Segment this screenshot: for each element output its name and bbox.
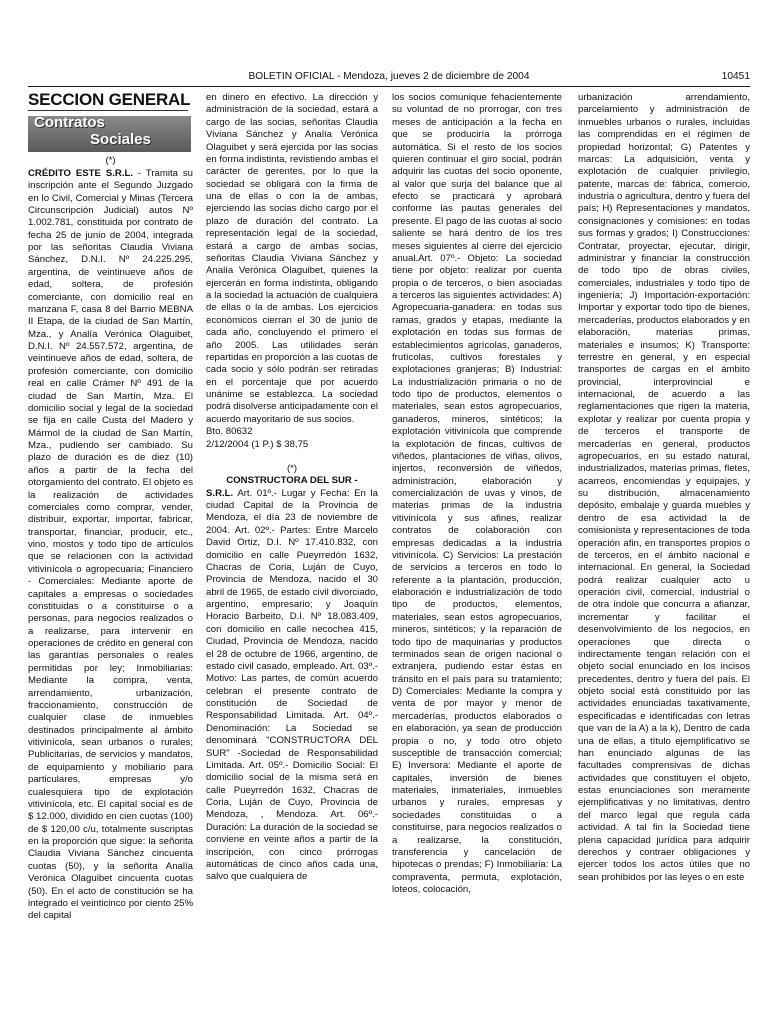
banner-line-2: Sociales [90,131,151,149]
notice-mark-2: (*) [286,462,298,474]
company-name: CRÉDITO ESTE S.R.L. [28,167,134,179]
page-number: 10451 [721,71,750,82]
column-2 [206,92,378,884]
column-1 [28,92,193,923]
column-3 [392,92,562,896]
header-rule [28,86,750,87]
boleto-number: Bto. 80632 [206,426,253,438]
company-name-2: CONSTRUCTORA DEL SUR - [226,475,358,487]
notice-text-4: urbanización arrendamiento, parcelamiento y administración de inmuebles urbanos o rurales, incluidas las comprendidas en el régimen de propiedad horizontal; G) Patentes y marcas: La adquisición, venta y explotación de cualquier privilegio, patente, marcas de: fábrica, comercio, industria o agricultura, dentro y fuera del país; H) Representaciones y mandatos, consignaciones y comisiones: en todas sus formas y grados; I) Construcciones: Contratar, proyectar, ejecutar, dirigir, administrar y financiar la construcción de todo tipo de obras civiles, comerciales, industriales y todo tipo de ingeniería; J) Importación-exportación: Importar y exportar todo tipo de bienes, mercaderías, productos elaborados y en elaboración, materias primas, materiales e insumos; K) Transporte: terrestre en general, y en especial transportes de cargas en el ámbito provincial, interprovincial e internacional, de acuerdo a las reglamentaciones que rigen la materia, explotar y realizar por cuenta propia y de terceros el transporte de mercaderías en general, productos agropecuarios, en su estado natural, industrializados, materias primas, fletes, acarreos, encomiendas y equipajes, y su distribución, almacenamiento depósito, embalaje y guarda muebles y dentro de esa actividad la de comisionista y representaciones de toda operación afin, en transportes propios o de terceros, en el ámbito nacional e internacional. En general, la Sociedad podrá realizar cualquier acto u operación civil, comercial, industrial o de otra índole que concurra a afianzar, incrementar y facilitar el desenvolvimiento de los negocios, en operaciones que directa o indirectamente tengan relación con el objeto social enunciado en los incisos precedentes, dentro y fuera del país. El objeto social está constituido por las actividades enunciadas taxativamente, especificadas e identificadas con letras que van de la A) a la k), Dentro de cada una de ellas, a título ejemplificativo se han enunciado algunas de las facultades comprensivas de dichas actividades que constituyen el objeto, estas enunciaciones son meramente ejemplificativas y no limitativas, dentro del marco legal que regula cada actividad. A tal fin la Sociedad tiene plena capacidad jurídica para adquirir derechos y contraer obligaciones y ejercer todos los actos útiles que no sean prohibidos por las leyes o en este [578,92,750,883]
section-rule [28,110,188,111]
company-type: S.R.L. [206,487,234,499]
notice-text-2: Art. 01º.- Lugar y Fecha: En la ciudad Capital de la Provincia de Mendoza, el día 23 de noviembre de 2004. Art. 02º.- Partes: Entre Marcelo David Ortiz, D.I. Nº 17.410.832, con domicilio en calle Pueyrredón 1632, Chacras de Coria, Luján de Cuyo, Provincia de Mendoza, nacido el 30 abril de 1965, de estado civil divorciado, argentino, empresario; y Joaquín Horacio Barbeito, D.I. Nº 18.083.409, con domicilio en calle necochea 415, Ciudad, Provincia de Mendoza, nacido el 28 de octubre de 1966, argentino, de estado civil casado, empleado. Art. 03º.- Motivo: Las partes, de común acuerdo celebran el presente contrato de constitución de Sociedad de Responsabilidad Limitada. Art. 04º.- Denominación: La Sociedad se denominará "CONSTRUCTORA DEL SUR" -Sociedad de Responsabilidad Limitada. Art. 05º.- Domicilio Social: El domicilio social de la misma será en calle Pueyrredón 1632, Chacras de Coria, Luján de Cuyo, Provincia de Mendoza, , Mendoza. Art. 06º.- Duración: La duración de la sociedad se conviene en veinte años a partir de la inscripción, con cinco prórrogas automáticas de cinco años cada una, salvo que cualquiera de [206,487,378,883]
notice-mark: (*) [105,155,116,167]
section-title: SECCION GENERAL [28,90,191,109]
running-title: BOLETIN OFICIAL - Mendoza, jueves 2 de diciembre de 2004 [248,71,530,82]
notice-text: - Tramita su inscripción ante el Segundo Juzgado en lo Civil, Comercial y Minas (Tercera Circunscripción Judicial) autos Nº 1.002.781, constituida por contrato de fecha 25 de junio de 2004, integrada por las señoritas Claudia Viviana Sánchez, D.N.I. Nº 24.225.295, argentina, de veintinueve años de edad, soltera, de profesión comerciante, con domicilio real en manzana F, casa 8 del Barrio MEBNA II Etapa, de la ciudad de San Martín, Mza., y Analía Verónica Olaguibet, D.N.I. Nº 24.557.572, argentina, de veintinueve años de edad, soltera, de profesión comerciante, con domicilio real en calle Crámer Nº 491 de la ciudad de San Martín, Mza. El domicilio social y legal de la sociedad se fija en calle Custa del Madero y Mármol de la ciudad de San Martín, Mza., pudiendo ser cambiado. Su plazo de duración es de diez (10) años a partir de la fecha del otorgamiento del contrato. El objeto es la realización de actividades comerciales como comprar, vender, distribuir, exportar, importar, fabricar, transportar, financiar, producir, etc., vino, mostos y todo tipo de artículos que se relacionen con la actividad vitivinícola o agropecuaria; Financiero - Comerciales: Mediante aporte de capitales a empresas o sociedades constituidas o a constituirse o a personas, para negocios realizados o a realizarse, para intervenir en operaciones de crédito en general con las garantías personales o reales permitidas por ley; Inmobiliarias: Mediante la compra, venta, arrendamiento, urbanización, fraccionamiento, construcción de cualquier clase de inmuebles destinados principalmente al ámbito vitivinícola, sean urbanos o rurales; Publicitarias, de servicios y mandatos, de equipamiento y mobiliario para particulares, empresas y/o cualesquiera tipo de explotación vitivinícola, etc. El capital social es de $ 12.000, dividido en cien cuotas (100) de $ 120,00 c/u, totalmente suscriptas en la proporción que sigue: la señorita Claudia Viviana Sánchez cincuenta cuotas (50), y la señorita Analía Verónica Olaguibet cincuenta cuotas (50). En el acto de constitución se ha integrado el veinticinco por ciento 25% del capital [28,167,193,922]
notice-text-continued: en dinero en efectivo. La dirección y administración de la sociedad, estará a cargo de las socias, señoritas Claudia Viviana Sánchez y Analía Verónica Olaguibet y será ejercida por las socias en forma indistinta, revistiendo ambas el carácter de gerentes, por lo que la sociedad se obligará con la firma de una de ellas o con la de ambas, ejerciendo las socias dicho cargo por el plazo de duración del contrato. La representación legal de la sociedad, estará a cargo de ambas socias, señoritas Claudia Viviana Sánchez y Analía Verónica Olaguibet, quienes la ejercerán en forma indistinta, obligando a la sociedad la actuación de cualquiera de ellas o la de ambas. Los ejercicios económicos cierran el 30 de junio de cada año, concluyendo el primero el año 2005. Las utilidades serán repartidas en proporción a las cuotas de cada socio y sólo podrán ser retiradas en el porcentaje que por acuerdo unánime se establezca. La sociedad podrá disolverse anticipadamente con el acuerdo mayoritario de sus socios. [206,92,378,425]
publication-date-amount: 2/12/2004 (1 P.) $ 38,75 [206,438,309,450]
column-4 [578,92,750,884]
page-header [28,71,750,85]
notice-body-constructora [206,488,378,884]
notice-body-credito-este [28,168,193,923]
notice-text-3: los socios comunique fehacientemente su voluntad de no prorrogar, con tres meses de anticipación a la fecha en que se produciría la prórroga automática. Si el resto de los socios quieren continuar el giro social, podrán adquirir las cuotas del socio oponente, al valor que surja del balance que al efecto se practicará y aprobará conforme las pautas generales del presente. El pago de las cuotas al socio saliente se hará dentro de los tres meses siguientes al cierre del ejercicio anual.Art. 07º.- Objeto: La sociedad tiene por objeto: realizar por cuenta propia o de terceros, o bien asociadas a terceros las siguientes actividades: A) Agropecuaria-ganadera: en todas sus ramas, grados y etapas, mediante la explotación en todas sus formas de establecimientos agrícolas, ganaderos, frutícolas, cultivos forestales y explotaciones granjeras; B) Industrial: La industrialización primaria o no de todo tipo de productos, elementos o materiales, sean estos agropecuarios, ganaderos, mineros, sintéticos; la explotación vitivinícola que comprende la explotación de fincas, cultivos de viñedos, plantaciones de viñas, olivos, injertos, reconversión de viñedos, administración, elaboración y comercialización de uvas y vinos, de materias primas de la industria vitivinícola y sus afines, realizar contratos de colaboración con empresas dedicadas a la industria vitivinícola. C) Servicios: La prestación de servicios a terceros en todo lo referente a la plantación, producción, elaboración e industrialización de todo tipo de productos, elementos, materiales, sean estos agropecuarios, mineros, sintéticos; y la reparación de todo tipo de maquinarias y productos terminados sean de origen nacional o extranjera, pudiendo estar éstas en tránsito en el país para su tratamiento; D) Comerciales: Mediante la compra y venta de por mayor y menor de mercaderías, productos elaborados o en elaboración, ya sean de producción propia o no, y todo otro objeto susceptible de transacción comercial; E) Inversora: Mediante el aporte de capitales, inversión de bienes materiales, inmateriales, inmuebles urbanos y rurales, empresas y sociedades constituidas o a constituirse, para negocios realizados o a realizarse, la constitución, transferencia y cancelación de hipotecas o prendas; F) Inmobiliaria: La compraventa, permuta, explotación, loteos, colocación, [392,92,562,895]
banner-line-1: Contratos [34,114,105,132]
contratos-sociales-banner [28,116,191,152]
